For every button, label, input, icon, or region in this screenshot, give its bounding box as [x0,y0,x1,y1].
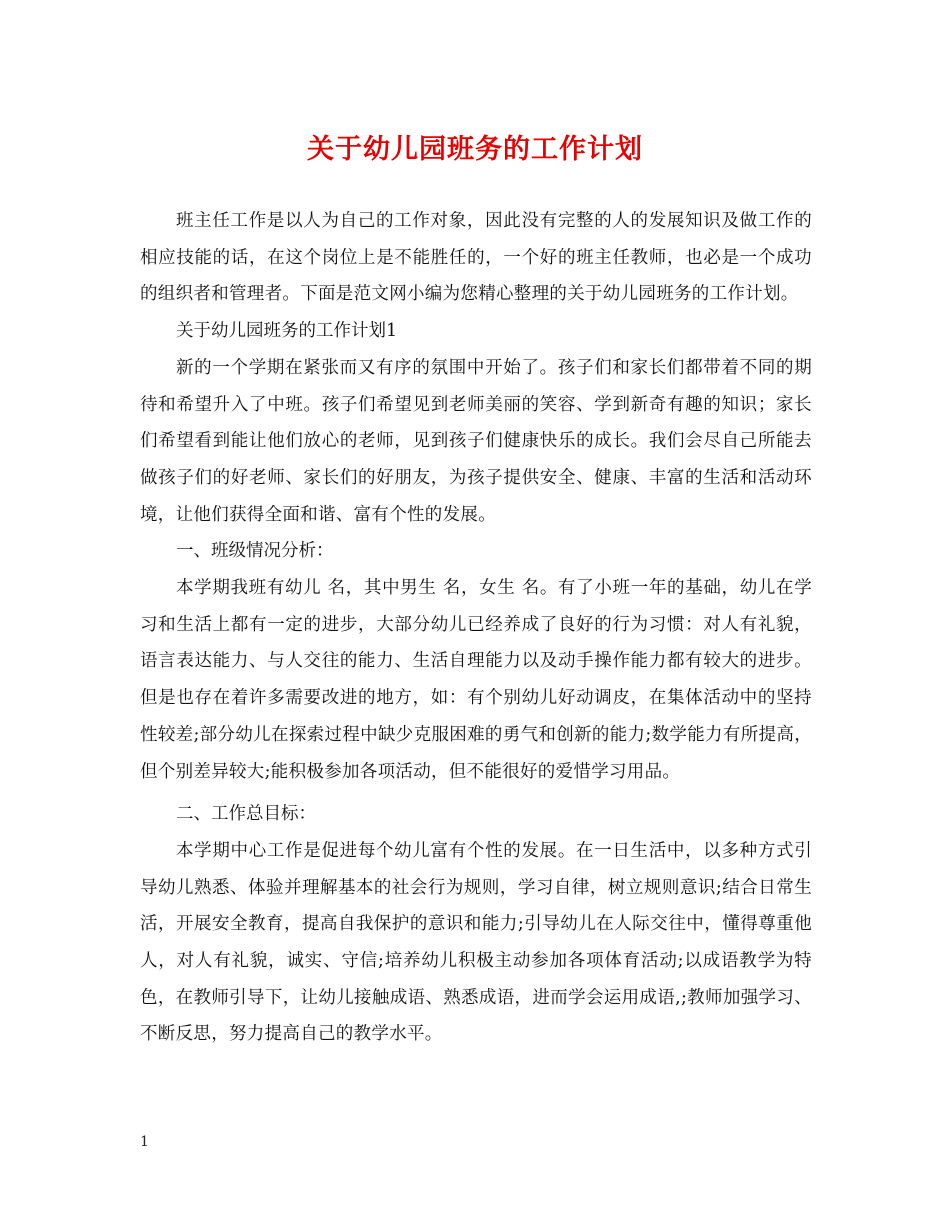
section-1-paragraph: 本学期我班有幼儿 名，其中男生 名，女生 名。有了小班一年的基础，幼儿在学习和生活上都有一定的进步，大部分幼儿已经养成了良好的行为习惯：对人有礼貌，语言表达能力、与人交往的能力、生活自理能力以及动手操作能力都有较大的进步。但是也存在着许多需要改进的地方，如：有个别幼儿好动调皮，在集体活动中的坚持性较差;部分幼儿在探索过程中缺少克服困难的勇气和创新的能力;数学能力有所提高，但个别差异较大;能积极参加各项活动，但不能很好的爱惜学习用品。 [140,578,812,782]
document-body [140,203,812,1053]
page-number: 1 [140,1134,149,1150]
subtitle-1: 关于幼儿园班务的工作计划1 [176,321,398,342]
paragraph-1: 新的一个学期在紧张而又有序的氛围中开始了。孩子们和家长们都带着不同的期待和希望升入了中班。孩子们希望见到老师美丽的笑容、学到新奇有趣的知识；家长们希望看到能让他们放心的老师，见到孩子们健康快乐的成长。我们会尽自己所能去做孩子们的好老师、家长们的好朋友，为孩子提供安全、健康、丰富的生活和活动环境，让他们获得全面和谐、富有个性的发展。 [140,357,812,525]
section-2-paragraph: 本学期中心工作是促进每个幼儿富有个性的发展。在一日生活中，以多种方式引导幼儿熟悉、体验并理解基本的社会行为规则，学习自律，树立规则意识;结合日常生活，开展安全教育，提高自我保护的意识和能力;引导幼儿在人际交往中，懂得尊重他人，对人有礼貌，诚实、守信;培养幼儿积极主动参加各项体育活动;以成语教学为特色，在教师引导下，让幼儿接触成语、熟悉成语，进而学会运用成语,;教师加强学习、不断反思，努力提高自己的教学水平。 [140,840,812,1045]
intro-paragraph: 班主任工作是以人为自己的工作对象，因此没有完整的人的发展知识及做工作的相应技能的话，在这个岗位上是不能胜任的，一个好的班主任教师，也必是一个成功的组织者和管理者。下面是范文网小编为您精心整理的关于幼儿园班务的工作计划。 [140,211,812,305]
document-title: 关于幼儿园班务的工作计划 [307,134,643,165]
section-2-heading: 二、工作总目标： [176,804,316,825]
section-1-heading: 一、班级情况分析： [176,541,334,562]
